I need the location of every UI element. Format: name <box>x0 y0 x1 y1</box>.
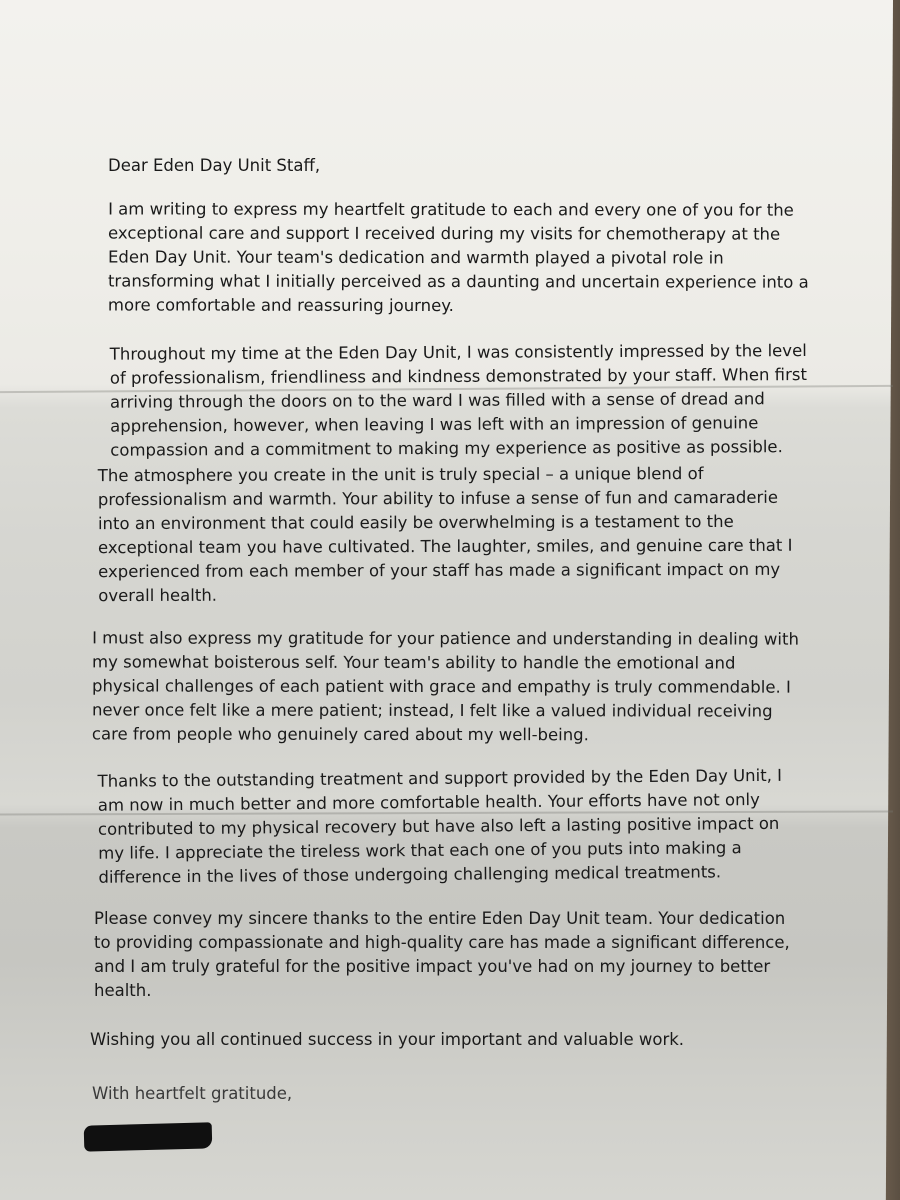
paragraph-line: experienced from each member of your staff has made a significant impact on my <box>98 559 781 582</box>
paragraph-line: health. <box>94 981 152 1000</box>
paragraph-line: into an environment that could easily be overwhelming is a testament to the <box>97 511 734 534</box>
paragraph-line: compassion and a commitment to making my experience as positive as possible. <box>110 437 783 460</box>
letter-paragraph-5 <box>97 764 783 890</box>
paragraph-line: Eden Day Unit. Your team's dedication and warmth played a pivotal role in <box>107 247 724 268</box>
letter-paragraph-2 <box>109 339 807 462</box>
letter-greeting: Dear Eden Day Unit Staff, <box>108 156 321 175</box>
paragraph-line: my somewhat boisterous self. Your team's ability to handle the emotional and <box>92 652 736 673</box>
paragraph-line: I am writing to express my heartfelt gratitude to each and every one of you for the <box>108 199 794 220</box>
paragraph-line: apprehension, however, when leaving I was left with an impression of genuine <box>110 413 759 436</box>
letter-paragraph-4 <box>91 626 799 747</box>
redacted-signature <box>84 1122 213 1151</box>
paragraph-line: to providing compassionate and high-quality care has made a significant difference, <box>94 933 790 952</box>
paragraph-line: of professionalism, friendliness and kindness demonstrated by your staff. When first <box>109 365 807 388</box>
paragraph-line: never once felt like a mere patient; instead, I felt like a valued individual receiving <box>91 700 773 721</box>
paragraph-line: contributed to my physical recovery but have also left a lasting positive impact on <box>97 813 780 839</box>
paragraph-line: exceptional care and support I received during my visits for chemotherapy at the <box>108 223 781 244</box>
paragraph-line: exceptional team you have cultivated. The laughter, smiles, and genuine care that I <box>98 535 793 558</box>
letter-paragraph-3 <box>97 462 793 608</box>
paragraph-line: more comfortable and reassuring journey. <box>107 295 454 316</box>
paragraph-line: Throughout my time at the Eden Day Unit, I was consistently impressed by the level <box>109 341 807 364</box>
paragraph-line: transforming what I initially perceived as a daunting and uncertain experience into a <box>107 271 809 292</box>
paragraph-line: arriving through the doors on to the ward I was filled with a sense of dread and <box>109 389 765 412</box>
paragraph-line: care from people who genuinely cared about my well-being. <box>91 724 589 745</box>
paragraph-line: overall health. <box>98 585 218 606</box>
paragraph-line: am now in much better and more comfortable health. Your efforts have not only <box>97 790 760 815</box>
paragraph-line: physical challenges of each patient with grace and empathy is truly commendable. I <box>91 676 791 697</box>
letter-paragraph-6 <box>94 907 790 1003</box>
letter-paragraph-1 <box>107 197 809 318</box>
letter-closing: With heartfelt gratitude, <box>92 1084 293 1103</box>
paragraph-line: Please convey my sincere thanks to the entire Eden Day Unit team. Your dedication <box>94 909 786 928</box>
paragraph-line: my life. I appreciate the tireless work that each one of you puts into making a <box>98 838 742 863</box>
paragraph-line: and I am truly grateful for the positive impact you've had on my journey to better <box>94 957 771 976</box>
letter-wishes: Wishing you all continued success in your important and valuable work. <box>90 1030 685 1049</box>
paragraph-line: professionalism and warmth. Your ability to infuse a sense of fun and camaraderie <box>97 487 779 510</box>
paragraph-line: difference in the lives of those undergoing challenging medical treatments. <box>98 862 722 887</box>
paragraph-line: The atmosphere you create in the unit is truly special – a unique blend of <box>97 464 704 486</box>
paragraph-line: Thanks to the outstanding treatment and support provided by the Eden Day Unit, I <box>97 765 783 791</box>
paragraph-line: I must also express my gratitude for your patience and understanding in dealing with <box>92 628 799 649</box>
